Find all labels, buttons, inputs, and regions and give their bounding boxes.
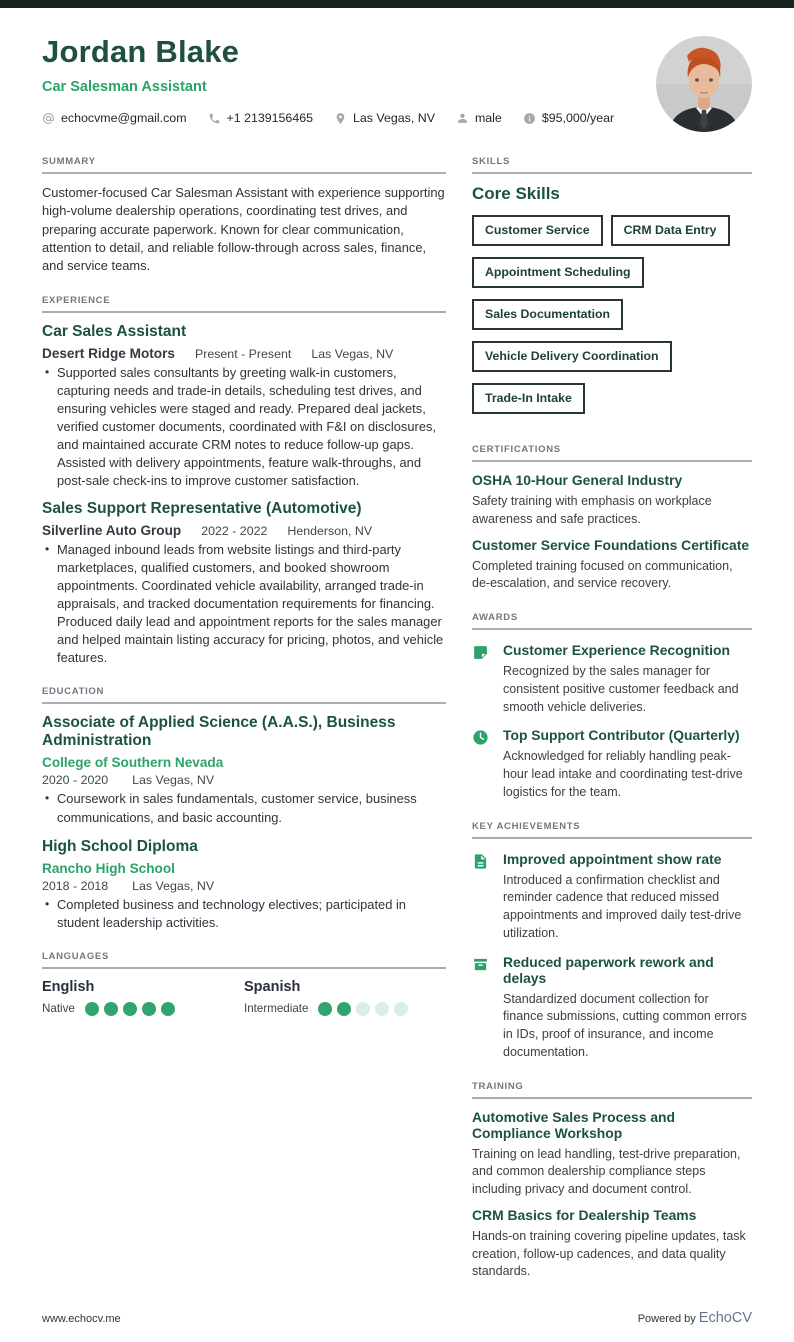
language-level-row	[42, 1002, 244, 1016]
section-divider	[42, 172, 446, 174]
achievement-body	[503, 849, 752, 943]
skill-chip: CRM Data Entry	[611, 215, 730, 246]
education-dates: 2018 - 2018	[42, 878, 109, 893]
powered-by	[638, 1310, 752, 1326]
job-meta	[42, 346, 446, 361]
section-divider	[472, 837, 752, 839]
education-bullet: • Completed business and technology electives; participated in student leadership activities.	[57, 896, 446, 932]
section-divider	[42, 967, 446, 969]
section-divider	[42, 311, 446, 313]
school-name: Rancho High School	[42, 860, 175, 876]
education-location: Las Vegas, NV	[132, 878, 215, 893]
job-bullets	[42, 364, 446, 490]
job-title: Car Sales Assistant	[42, 322, 187, 340]
language-level-dot	[142, 1002, 156, 1016]
contact-phone-text: +1 2139156465	[226, 111, 313, 125]
certification-desc: Completed training focused on communication, de-escalation, and service recovery.	[472, 558, 733, 591]
language-level-label: Native	[42, 1002, 75, 1016]
header	[42, 34, 752, 132]
achievement-desc: Standardized document collection for finance submissions, cutting common errors in IDs, proof of insurance, and income documentation.	[503, 991, 747, 1059]
language-level-dot	[375, 1002, 389, 1016]
section-certifications	[472, 444, 752, 593]
education-dates: 2020 - 2020	[42, 773, 109, 788]
contact-row	[42, 111, 614, 125]
language-level-dot	[85, 1002, 99, 1016]
skill-chip: Vehicle Delivery Coordination	[472, 341, 672, 372]
award-entry	[472, 640, 752, 716]
education-entry	[42, 838, 446, 932]
certification-entry	[472, 537, 752, 594]
person-icon	[456, 112, 469, 125]
education-heading: EDUCATION	[42, 686, 105, 698]
location-icon	[334, 112, 347, 125]
contact-salary	[523, 111, 614, 125]
certification-desc: Safety training with emphasis on workplace awareness and safe practices.	[472, 494, 712, 526]
header-text	[42, 34, 614, 125]
education-entry	[42, 714, 446, 826]
skill-chip: Trade-In Intake	[472, 383, 585, 414]
language-level-dot	[394, 1002, 408, 1016]
school-name: College of Southern Nevada	[42, 755, 224, 771]
achievement-title: Improved appointment show rate	[503, 850, 722, 867]
phone-icon	[208, 112, 221, 125]
section-languages	[42, 951, 446, 1016]
language-level-dot	[318, 1002, 332, 1016]
archive-icon	[472, 952, 490, 1062]
achievement-body	[503, 952, 752, 1062]
certification-title: OSHA 10-Hour General Industry	[472, 472, 683, 488]
award-body	[503, 725, 752, 801]
job-bullet: • Managed inbound leads from website listings and third-party marketplaces, qualified customers, and booked showroom appointments. Coordinated vehicle availability, arranged trade-in appraisals, and tracked documentation requirements for financing. Produced daily lead and appointment reports for the sales manager and helped maintain listing accuracy for pricing, photos, and vehicle features.	[57, 541, 446, 667]
achievement-entry	[472, 952, 752, 1062]
certification-title: Customer Service Foundations Certificate	[472, 536, 750, 553]
top-accent-bar	[0, 0, 794, 8]
skills-group-title: Core Skills	[472, 184, 560, 203]
section-experience	[42, 295, 446, 668]
job-meta	[42, 523, 446, 538]
job-company: Desert Ridge Motors	[42, 345, 175, 361]
certification-entry	[472, 472, 752, 529]
language-item	[244, 979, 446, 1016]
training-entry	[472, 1207, 752, 1281]
training-desc: Hands-on training covering pipeline updates, task creation, follow-up cadences, and data quality standards.	[472, 1228, 746, 1279]
footer	[0, 1300, 794, 1342]
key-achievements-heading: KEY ACHIEVEMENTS	[472, 820, 581, 832]
training-title: CRM Basics for Dealership Teams	[472, 1206, 697, 1223]
job-location: Las Vegas, NV	[311, 346, 394, 361]
note-icon	[472, 640, 490, 716]
award-body	[503, 640, 752, 716]
section-divider	[472, 172, 752, 174]
language-level-dots	[318, 1002, 413, 1016]
section-training	[472, 1081, 752, 1282]
contact-email[interactable]	[42, 111, 187, 125]
achievement-entry	[472, 849, 752, 943]
profile-photo	[656, 36, 752, 132]
contact-email-text: echocvme@gmail.com	[61, 111, 187, 125]
candidate-name: Jordan Blake	[42, 34, 240, 69]
education-bullet: • Coursework in sales fundamentals, customer service, business communications, and basic accounting.	[57, 790, 446, 826]
section-divider	[472, 1097, 752, 1099]
skill-chip: Customer Service	[472, 215, 603, 246]
contact-phone	[208, 111, 313, 125]
award-title: Top Support Contributor (Quarterly)	[503, 727, 740, 744]
training-entry	[472, 1109, 752, 1199]
language-level-row	[244, 1002, 446, 1016]
section-summary	[42, 156, 446, 276]
award-title: Customer Experience Recognition	[503, 642, 730, 658]
job-dates: 2022 - 2022	[201, 524, 268, 538]
experience-heading: EXPERIENCE	[42, 294, 111, 306]
info-icon	[523, 112, 536, 125]
job-bullets	[42, 541, 446, 667]
footer-website-link[interactable]: www.echocv.me	[42, 1313, 121, 1325]
education-location: Las Vegas, NV	[132, 773, 215, 788]
columns	[42, 156, 752, 1300]
skill-chip: Appointment Scheduling	[472, 257, 644, 288]
language-level-dot	[104, 1002, 118, 1016]
contact-location	[334, 111, 435, 125]
skills-chips	[472, 215, 752, 425]
powered-by-prefix: Powered by	[637, 1313, 696, 1325]
section-divider	[472, 460, 752, 462]
section-education	[42, 686, 446, 931]
at-icon	[42, 112, 55, 125]
language-level-dot	[123, 1002, 137, 1016]
awards-heading: AWARDS	[472, 612, 518, 623]
section-skills	[472, 156, 752, 425]
summary-text: Customer-focused Car Salesman Assistant with experience supporting high-volume dealership operations, coordinating test drives, and preparing accurate paperwork. Known for clear communication, attention to detail, and reliable follow-through across sales, finance, and service teams.	[42, 185, 445, 274]
education-bullets	[42, 896, 446, 932]
job-company: Silverline Auto Group	[42, 523, 182, 538]
contact-location-text: Las Vegas, NV	[353, 111, 435, 125]
contact-salary-text: $95,000/year	[541, 111, 615, 125]
language-level-dot	[337, 1002, 351, 1016]
award-desc: Acknowledged for reliably handling peak-hour lead intake and coordinating test-drive logistics for the team.	[503, 749, 743, 799]
skills-heading: SKILLS	[472, 156, 510, 167]
section-divider	[42, 702, 446, 704]
language-name: Spanish	[244, 978, 301, 995]
award-entry	[472, 725, 752, 801]
languages-list	[42, 979, 446, 1016]
degree-title: Associate of Applied Science (A.A.S.), Business Administration	[42, 714, 396, 750]
left-column	[42, 156, 446, 1300]
language-level-dot	[161, 1002, 175, 1016]
language-level-dots	[85, 1002, 180, 1016]
language-level-dot	[356, 1002, 370, 1016]
clock-icon	[472, 725, 490, 801]
education-meta	[42, 879, 446, 893]
summary-heading: SUMMARY	[42, 156, 96, 167]
experience-entry	[42, 323, 446, 490]
document-icon	[472, 849, 490, 943]
job-location: Henderson, NV	[287, 524, 373, 538]
certifications-heading: CERTIFICATIONS	[472, 444, 561, 455]
training-title: Automotive Sales Process and Compliance Workshop	[472, 1108, 676, 1141]
skill-chip: Sales Documentation	[472, 299, 623, 330]
brand-name: EchoCV	[698, 1310, 752, 1326]
section-awards	[472, 612, 752, 802]
candidate-job-title: Car Salesman Assistant	[42, 79, 207, 95]
job-dates: Present - Present	[194, 346, 292, 361]
language-name: English	[42, 978, 95, 995]
award-desc: Recognized by the sales manager for consistent positive customer feedback and smooth vehicle deliveries.	[503, 664, 739, 714]
job-bullet: • Supported sales consultants by greeting walk-in customers, capturing needs and trade-in details, scheduling test drives, and ensuring vehicles were staged and ready. Prepared deal jackets, verified customer documents, coordinated with F&I on disclosures, and maintained accurate CRM notes to reduce follow-up gaps. Assisted with delivery appointments, feature walk-throughs, and post-sale check-ins to improve customer satisfaction.	[57, 364, 446, 490]
contact-gender	[456, 111, 502, 125]
resume-content	[0, 8, 794, 1300]
training-heading: TRAINING	[472, 1080, 524, 1092]
degree-title: High School Diploma	[42, 837, 198, 855]
training-desc: Training on lead handling, test-drive preparation, and common dealership compliance steps including privacy and document control.	[472, 1146, 741, 1196]
achievement-title: Reduced paperwork rework and delays	[503, 953, 714, 986]
language-item	[42, 979, 244, 1016]
language-level-label: Intermediate	[244, 1002, 309, 1016]
experience-entry	[42, 500, 446, 667]
contact-gender-text: male	[474, 111, 502, 125]
education-bullets	[42, 790, 446, 826]
achievement-desc: Introduced a confirmation checklist and reminder cadence that reduced missed appointments and improved daily test-drive utilization.	[503, 872, 742, 940]
job-title: Sales Support Representative (Automotive)	[42, 500, 362, 517]
right-column	[472, 156, 752, 1300]
section-key-achievements	[472, 821, 752, 1062]
languages-heading: LANGUAGES	[42, 950, 109, 962]
education-meta	[42, 773, 446, 787]
section-divider	[472, 628, 752, 630]
